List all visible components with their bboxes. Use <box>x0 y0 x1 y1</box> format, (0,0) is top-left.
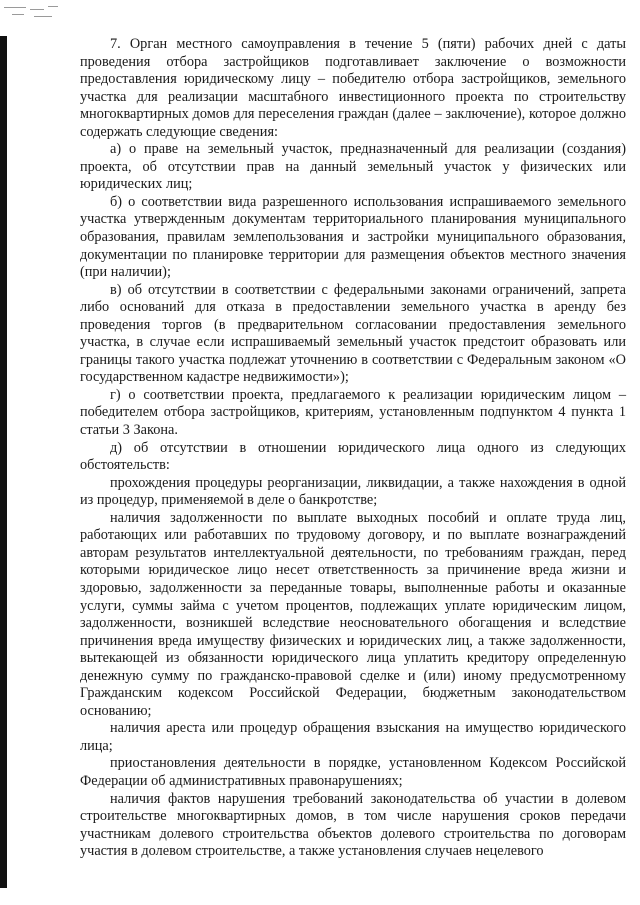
paragraph-circumstance-arrest: наличия ареста или процедур обращения взыскания на имущество юридического лица; <box>80 720 626 754</box>
paragraph-subitem-a: а) о праве на земельный участок, предназначенный для реализации (создания) проекта, об отсутствии прав на данный земельный участок у физических или юридических лиц; <box>80 141 626 193</box>
document-body <box>80 36 626 861</box>
paragraph-item-7: 7. Орган местного самоуправления в течение 5 (пяти) рабочих дней с даты проведения отбора застройщиков подготавливает заключение о возможности предоставления юридическому лицу – победителю отбора застройщиков, земельного участка для реализации масштабного инвестиционного проекта по строительству многоквартирных домов для переселения граждан (далее – заключение), которое должно содержать следующие сведения: <box>80 36 626 140</box>
paragraph-circumstance-suspension: приостановления деятельности в порядке, установленном Кодексом Российской Федерации об административных правонарушениях; <box>80 755 626 789</box>
paragraph-circumstance-debts: наличия задолженности по выплате выходных пособий и оплате труда лиц, работающих или работавших по трудовому договору, и по выплате вознаграждений авторам результатов интеллектуальной деятельности, по требованиям граждан, перед которыми юридическое лицо несет ответственность за причинение вреда жизни и здоровью, задолженности за переданные товары, выполненные работы и оказанные услуги, суммы займа с учетом процентов, подлежащих уплате юридическим лицом, задолженности, возникшей вследствие неосновательного обогащения и вследствие причинения вреда имуществу физических и юридических лиц, а также задолженности, вытекающей из обязанности юридического лица уплатить кредитору определенную денежную сумму по гражданско-правовой сделке и (или) иному предусмотренному Гражданским кодексом Российской Федерации, бюджетным законодательством основанию; <box>80 509 626 719</box>
paragraph-subitem-v: в) об отсутствии в соответствии с федеральными законами ограничений, запрета либо оснований для отказа в предоставлении земельного участка в аренду без проведения торгов (в предварительном согласовании предоставления земельного участка, в случае если испрашиваемый земельный участок предстоит образовать или границы такого участка подлежат уточнению в соответствии с Федеральным законом «О государственном кадастре недвижимости»); <box>80 281 626 386</box>
scan-artifact-mark <box>4 4 74 20</box>
paragraph-subitem-b: б) о соответствии вида разрешенного использования испрашиваемого земельного участка утвержденным документам территориального планирования муниципального образования, правилам землепользования и застройки муниципального образования, документации по планировке территории для размещения объектов местного значения (при наличии); <box>80 193 626 281</box>
paragraph-circumstance-violations: наличия фактов нарушения требований законодательства об участии в долевом строительстве многоквартирных домов, в том числе нарушения сроков передачи участникам долевого строительства объектов долевого строительства по договорам участия в долевом строительстве, а также установления случаев нецелевого <box>80 790 626 860</box>
paragraph-subitem-g: г) о соответствии проекта, предлагаемого к реализации юридическим лицом – победителем отбора застройщиков, критериям, установленным подпунктом 4 пункта 1 статьи 3 Закона. <box>80 386 626 439</box>
paragraph-subitem-d: д) об отсутствии в отношении юридического лица одного из следующих обстоятельств: <box>80 439 626 474</box>
paragraph-circumstance-reorganization: прохождения процедуры реорганизации, ликвидации, а также нахождения в одной из процедур, применяемой в деле о банкротстве; <box>80 474 626 509</box>
scan-left-edge-shadow <box>0 36 7 888</box>
